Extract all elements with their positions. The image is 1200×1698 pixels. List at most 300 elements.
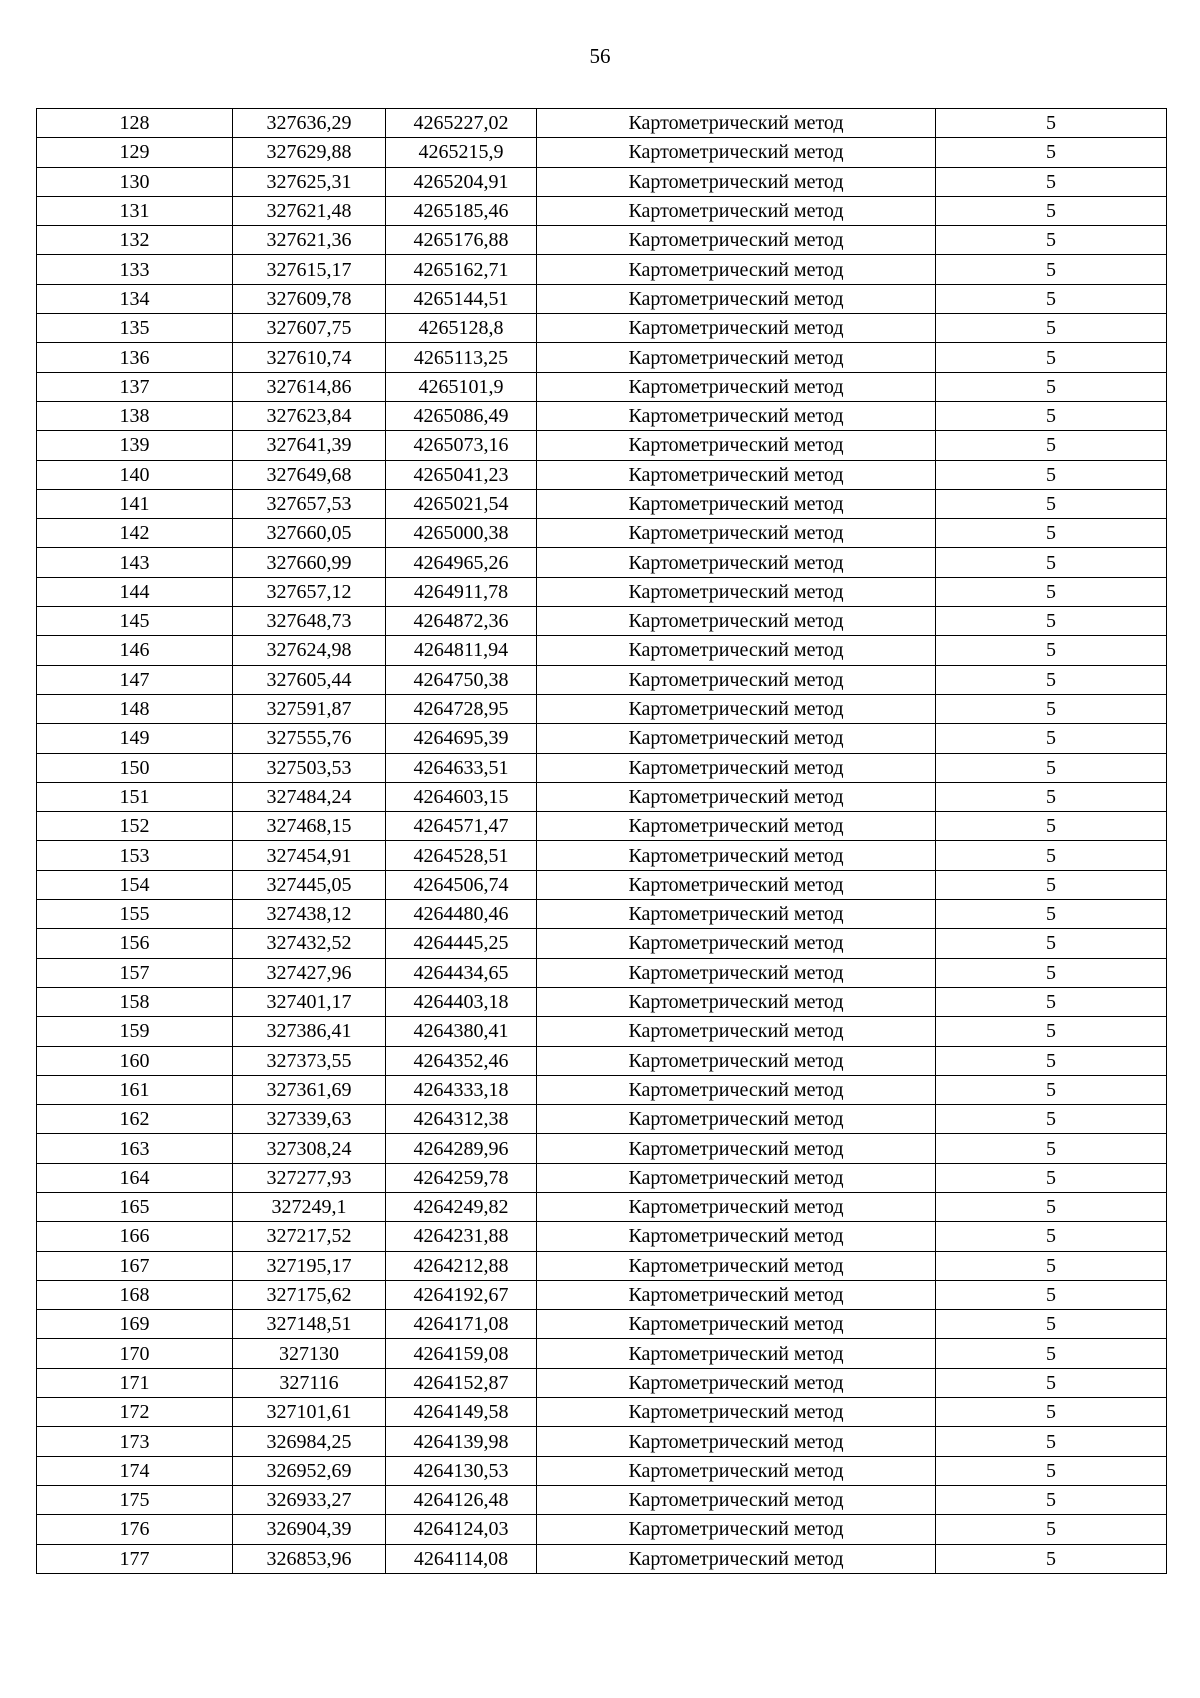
x-coordinate-cell: 327361,69	[233, 1075, 386, 1104]
point-number-cell: 146	[37, 636, 233, 665]
point-number-cell: 162	[37, 1105, 233, 1134]
page-number: 56	[589, 44, 611, 68]
method-cell: Картометрический метод	[537, 987, 936, 1016]
table-row	[37, 1163, 1167, 1192]
x-coordinate-cell: 327373,55	[233, 1046, 386, 1075]
point-number-cell: 156	[37, 929, 233, 958]
y-coordinate-cell: 4265086,49	[386, 401, 537, 430]
point-number-cell: 157	[37, 958, 233, 987]
table-row	[37, 636, 1167, 665]
method-cell: Картометрический метод	[537, 343, 936, 372]
x-coordinate-cell: 327308,24	[233, 1134, 386, 1163]
y-coordinate-cell: 4265021,54	[386, 489, 537, 518]
accuracy-cell: 5	[936, 900, 1167, 929]
y-coordinate-cell: 4264480,46	[386, 900, 537, 929]
accuracy-cell: 5	[936, 870, 1167, 899]
table-row	[37, 929, 1167, 958]
table-row	[37, 343, 1167, 372]
y-coordinate-cell: 4264171,08	[386, 1310, 537, 1339]
method-cell: Картометрический метод	[537, 1515, 936, 1544]
table-row	[37, 958, 1167, 987]
table-row	[37, 548, 1167, 577]
y-coordinate-cell: 4264212,88	[386, 1251, 537, 1280]
table-row	[37, 109, 1167, 138]
x-coordinate-cell: 327445,05	[233, 870, 386, 899]
point-number-cell: 129	[37, 138, 233, 167]
method-cell: Картометрический метод	[537, 431, 936, 460]
table-row	[37, 1222, 1167, 1251]
table-row	[37, 1075, 1167, 1104]
x-coordinate-cell: 326904,39	[233, 1515, 386, 1544]
point-number-cell: 132	[37, 226, 233, 255]
point-number-cell: 160	[37, 1046, 233, 1075]
y-coordinate-cell: 4264445,25	[386, 929, 537, 958]
method-cell: Картометрический метод	[537, 1134, 936, 1163]
accuracy-cell: 5	[936, 1456, 1167, 1485]
x-coordinate-cell: 327175,62	[233, 1280, 386, 1309]
y-coordinate-cell: 4265113,25	[386, 343, 537, 372]
method-cell: Картометрический метод	[537, 782, 936, 811]
point-number-cell: 151	[37, 782, 233, 811]
table-row	[37, 138, 1167, 167]
x-coordinate-cell: 327614,86	[233, 372, 386, 401]
accuracy-cell: 5	[936, 1427, 1167, 1456]
x-coordinate-cell: 327649,68	[233, 460, 386, 489]
method-cell: Картометрический метод	[537, 958, 936, 987]
method-cell: Картометрический метод	[537, 1310, 936, 1339]
method-cell: Картометрический метод	[537, 1544, 936, 1573]
accuracy-cell: 5	[936, 1485, 1167, 1514]
accuracy-cell: 5	[936, 343, 1167, 372]
point-number-cell: 130	[37, 167, 233, 196]
point-number-cell: 150	[37, 753, 233, 782]
y-coordinate-cell: 4264603,15	[386, 782, 537, 811]
y-coordinate-cell: 4265000,38	[386, 519, 537, 548]
accuracy-cell: 5	[936, 782, 1167, 811]
table-row	[37, 1046, 1167, 1075]
x-coordinate-cell: 327427,96	[233, 958, 386, 987]
x-coordinate-cell: 327610,74	[233, 343, 386, 372]
x-coordinate-cell: 327277,93	[233, 1163, 386, 1192]
y-coordinate-cell: 4265176,88	[386, 226, 537, 255]
x-coordinate-cell: 327629,88	[233, 138, 386, 167]
table-row	[37, 284, 1167, 313]
x-coordinate-cell: 327623,84	[233, 401, 386, 430]
table-row	[37, 724, 1167, 753]
x-coordinate-cell: 327657,12	[233, 577, 386, 606]
table-row	[37, 607, 1167, 636]
method-cell: Картометрический метод	[537, 1222, 936, 1251]
table-row	[37, 167, 1167, 196]
method-cell: Картометрический метод	[537, 1192, 936, 1221]
x-coordinate-cell: 327503,53	[233, 753, 386, 782]
accuracy-cell: 5	[936, 1368, 1167, 1397]
accuracy-cell: 5	[936, 812, 1167, 841]
table-row	[37, 401, 1167, 430]
x-coordinate-cell: 327657,53	[233, 489, 386, 518]
table-row	[37, 1398, 1167, 1427]
y-coordinate-cell: 4264750,38	[386, 665, 537, 694]
y-coordinate-cell: 4264159,08	[386, 1339, 537, 1368]
accuracy-cell: 5	[936, 1222, 1167, 1251]
accuracy-cell: 5	[936, 1280, 1167, 1309]
y-coordinate-cell: 4264249,82	[386, 1192, 537, 1221]
y-coordinate-cell: 4264695,39	[386, 724, 537, 753]
y-coordinate-cell: 4264333,18	[386, 1075, 537, 1104]
point-number-cell: 143	[37, 548, 233, 577]
point-number-cell: 137	[37, 372, 233, 401]
point-number-cell: 139	[37, 431, 233, 460]
x-coordinate-cell: 326933,27	[233, 1485, 386, 1514]
accuracy-cell: 5	[936, 255, 1167, 284]
method-cell: Картометрический метод	[537, 548, 936, 577]
accuracy-cell: 5	[936, 987, 1167, 1016]
point-number-cell: 134	[37, 284, 233, 313]
point-number-cell: 169	[37, 1310, 233, 1339]
accuracy-cell: 5	[936, 1398, 1167, 1427]
method-cell: Картометрический метод	[537, 1163, 936, 1192]
point-number-cell: 170	[37, 1339, 233, 1368]
x-coordinate-cell: 327605,44	[233, 665, 386, 694]
method-cell: Картометрический метод	[537, 724, 936, 753]
x-coordinate-cell: 327648,73	[233, 607, 386, 636]
x-coordinate-cell: 327621,36	[233, 226, 386, 255]
method-cell: Картометрический метод	[537, 900, 936, 929]
y-coordinate-cell: 4264231,88	[386, 1222, 537, 1251]
method-cell: Картометрический метод	[537, 1456, 936, 1485]
method-cell: Картометрический метод	[537, 1339, 936, 1368]
method-cell: Картометрический метод	[537, 577, 936, 606]
point-number-cell: 153	[37, 841, 233, 870]
table-row	[37, 1427, 1167, 1456]
table-row	[37, 1251, 1167, 1280]
y-coordinate-cell: 4264571,47	[386, 812, 537, 841]
point-number-cell: 148	[37, 694, 233, 723]
table-row	[37, 782, 1167, 811]
point-number-cell: 167	[37, 1251, 233, 1280]
table-row	[37, 255, 1167, 284]
point-number-cell: 135	[37, 314, 233, 343]
x-coordinate-cell: 327468,15	[233, 812, 386, 841]
method-cell: Картометрический метод	[537, 489, 936, 518]
method-cell: Картометрический метод	[537, 665, 936, 694]
point-number-cell: 144	[37, 577, 233, 606]
accuracy-cell: 5	[936, 314, 1167, 343]
point-number-cell: 136	[37, 343, 233, 372]
method-cell: Картометрический метод	[537, 372, 936, 401]
method-cell: Картометрический метод	[537, 196, 936, 225]
y-coordinate-cell: 4264434,65	[386, 958, 537, 987]
accuracy-cell: 5	[936, 138, 1167, 167]
table-row	[37, 196, 1167, 225]
y-coordinate-cell: 4264192,67	[386, 1280, 537, 1309]
accuracy-cell: 5	[936, 577, 1167, 606]
accuracy-cell: 5	[936, 1163, 1167, 1192]
method-cell: Картометрический метод	[537, 1105, 936, 1134]
y-coordinate-cell: 4265101,9	[386, 372, 537, 401]
method-cell: Картометрический метод	[537, 870, 936, 899]
method-cell: Картометрический метод	[537, 1368, 936, 1397]
accuracy-cell: 5	[936, 1310, 1167, 1339]
point-number-cell: 168	[37, 1280, 233, 1309]
table-row	[37, 460, 1167, 489]
method-cell: Картометрический метод	[537, 284, 936, 313]
x-coordinate-cell: 327615,17	[233, 255, 386, 284]
y-coordinate-cell: 4264728,95	[386, 694, 537, 723]
accuracy-cell: 5	[936, 1105, 1167, 1134]
x-coordinate-cell: 327401,17	[233, 987, 386, 1016]
x-coordinate-cell: 327660,99	[233, 548, 386, 577]
table-row	[37, 1105, 1167, 1134]
method-cell: Картометрический метод	[537, 753, 936, 782]
table-row	[37, 489, 1167, 518]
x-coordinate-cell: 327609,78	[233, 284, 386, 313]
table-row	[37, 1515, 1167, 1544]
table-row	[37, 812, 1167, 841]
x-coordinate-cell: 327217,52	[233, 1222, 386, 1251]
y-coordinate-cell: 4264126,48	[386, 1485, 537, 1514]
accuracy-cell: 5	[936, 548, 1167, 577]
method-cell: Картометрический метод	[537, 401, 936, 430]
x-coordinate-cell: 327249,1	[233, 1192, 386, 1221]
point-number-cell: 131	[37, 196, 233, 225]
accuracy-cell: 5	[936, 196, 1167, 225]
x-coordinate-cell: 327432,52	[233, 929, 386, 958]
accuracy-cell: 5	[936, 724, 1167, 753]
y-coordinate-cell: 4264380,41	[386, 1017, 537, 1046]
y-coordinate-cell: 4264152,87	[386, 1368, 537, 1397]
y-coordinate-cell: 4264872,36	[386, 607, 537, 636]
table-row	[37, 1544, 1167, 1573]
point-number-cell: 159	[37, 1017, 233, 1046]
method-cell: Картометрический метод	[537, 167, 936, 196]
x-coordinate-cell: 327624,98	[233, 636, 386, 665]
table-row	[37, 1310, 1167, 1339]
method-cell: Картометрический метод	[537, 812, 936, 841]
method-cell: Картометрический метод	[537, 929, 936, 958]
y-coordinate-cell: 4264289,96	[386, 1134, 537, 1163]
point-number-cell: 147	[37, 665, 233, 694]
x-coordinate-cell: 326984,25	[233, 1427, 386, 1456]
accuracy-cell: 5	[936, 1515, 1167, 1544]
accuracy-cell: 5	[936, 519, 1167, 548]
accuracy-cell: 5	[936, 1075, 1167, 1104]
point-number-cell: 154	[37, 870, 233, 899]
x-coordinate-cell: 326853,96	[233, 1544, 386, 1573]
coordinates-table	[36, 108, 1167, 1574]
y-coordinate-cell: 4265227,02	[386, 109, 537, 138]
method-cell: Картометрический метод	[537, 694, 936, 723]
x-coordinate-cell: 327660,05	[233, 519, 386, 548]
accuracy-cell: 5	[936, 607, 1167, 636]
y-coordinate-cell: 4265215,9	[386, 138, 537, 167]
table-row	[37, 1192, 1167, 1221]
y-coordinate-cell: 4264312,38	[386, 1105, 537, 1134]
point-number-cell: 173	[37, 1427, 233, 1456]
point-number-cell: 161	[37, 1075, 233, 1104]
point-number-cell: 165	[37, 1192, 233, 1221]
table-row	[37, 753, 1167, 782]
table-row	[37, 694, 1167, 723]
table-row	[37, 987, 1167, 1016]
point-number-cell: 175	[37, 1485, 233, 1514]
y-coordinate-cell: 4264149,58	[386, 1398, 537, 1427]
point-number-cell: 152	[37, 812, 233, 841]
table-row	[37, 226, 1167, 255]
y-coordinate-cell: 4265185,46	[386, 196, 537, 225]
method-cell: Картометрический метод	[537, 1280, 936, 1309]
y-coordinate-cell: 4265144,51	[386, 284, 537, 313]
accuracy-cell: 5	[936, 1339, 1167, 1368]
x-coordinate-cell: 327607,75	[233, 314, 386, 343]
y-coordinate-cell: 4264259,78	[386, 1163, 537, 1192]
point-number-cell: 164	[37, 1163, 233, 1192]
table-body	[37, 109, 1167, 1574]
x-coordinate-cell: 327116	[233, 1368, 386, 1397]
x-coordinate-cell: 327641,39	[233, 431, 386, 460]
x-coordinate-cell: 327101,61	[233, 1398, 386, 1427]
point-number-cell: 163	[37, 1134, 233, 1163]
x-coordinate-cell: 327148,51	[233, 1310, 386, 1339]
table-row	[37, 1368, 1167, 1397]
y-coordinate-cell: 4264139,98	[386, 1427, 537, 1456]
method-cell: Картометрический метод	[537, 1046, 936, 1075]
accuracy-cell: 5	[936, 460, 1167, 489]
method-cell: Картометрический метод	[537, 226, 936, 255]
method-cell: Картометрический метод	[537, 1427, 936, 1456]
table-row	[37, 900, 1167, 929]
y-coordinate-cell: 4265128,8	[386, 314, 537, 343]
method-cell: Картометрический метод	[537, 314, 936, 343]
point-number-cell: 174	[37, 1456, 233, 1485]
y-coordinate-cell: 4264506,74	[386, 870, 537, 899]
point-number-cell: 145	[37, 607, 233, 636]
y-coordinate-cell: 4264124,03	[386, 1515, 537, 1544]
x-coordinate-cell: 327625,31	[233, 167, 386, 196]
accuracy-cell: 5	[936, 636, 1167, 665]
point-number-cell: 172	[37, 1398, 233, 1427]
y-coordinate-cell: 4265073,16	[386, 431, 537, 460]
y-coordinate-cell: 4265204,91	[386, 167, 537, 196]
y-coordinate-cell: 4265162,71	[386, 255, 537, 284]
accuracy-cell: 5	[936, 958, 1167, 987]
accuracy-cell: 5	[936, 929, 1167, 958]
y-coordinate-cell: 4265041,23	[386, 460, 537, 489]
table-row	[37, 314, 1167, 343]
method-cell: Картометрический метод	[537, 1075, 936, 1104]
x-coordinate-cell: 327636,29	[233, 109, 386, 138]
accuracy-cell: 5	[936, 753, 1167, 782]
accuracy-cell: 5	[936, 841, 1167, 870]
x-coordinate-cell: 327621,48	[233, 196, 386, 225]
accuracy-cell: 5	[936, 226, 1167, 255]
y-coordinate-cell: 4264633,51	[386, 753, 537, 782]
y-coordinate-cell: 4264911,78	[386, 577, 537, 606]
y-coordinate-cell: 4264352,46	[386, 1046, 537, 1075]
method-cell: Картометрический метод	[537, 841, 936, 870]
accuracy-cell: 5	[936, 372, 1167, 401]
table-row	[37, 372, 1167, 401]
x-coordinate-cell: 326952,69	[233, 1456, 386, 1485]
point-number-cell: 166	[37, 1222, 233, 1251]
accuracy-cell: 5	[936, 489, 1167, 518]
table-row	[37, 1017, 1167, 1046]
point-number-cell: 171	[37, 1368, 233, 1397]
table-row	[37, 577, 1167, 606]
method-cell: Картометрический метод	[537, 607, 936, 636]
accuracy-cell: 5	[936, 431, 1167, 460]
x-coordinate-cell: 327454,91	[233, 841, 386, 870]
table-row	[37, 1134, 1167, 1163]
table-row	[37, 1485, 1167, 1514]
accuracy-cell: 5	[936, 167, 1167, 196]
accuracy-cell: 5	[936, 1192, 1167, 1221]
method-cell: Картометрический метод	[537, 1398, 936, 1427]
point-number-cell: 142	[37, 519, 233, 548]
method-cell: Картометрический метод	[537, 636, 936, 665]
accuracy-cell: 5	[936, 284, 1167, 313]
y-coordinate-cell: 4264811,94	[386, 636, 537, 665]
point-number-cell: 128	[37, 109, 233, 138]
method-cell: Картометрический метод	[537, 1017, 936, 1046]
method-cell: Картометрический метод	[537, 460, 936, 489]
table-row	[37, 1280, 1167, 1309]
x-coordinate-cell: 327195,17	[233, 1251, 386, 1280]
method-cell: Картометрический метод	[537, 1485, 936, 1514]
x-coordinate-cell: 327339,63	[233, 1105, 386, 1134]
accuracy-cell: 5	[936, 665, 1167, 694]
point-number-cell: 149	[37, 724, 233, 753]
point-number-cell: 141	[37, 489, 233, 518]
accuracy-cell: 5	[936, 694, 1167, 723]
table-row	[37, 665, 1167, 694]
y-coordinate-cell: 4264528,51	[386, 841, 537, 870]
accuracy-cell: 5	[936, 1046, 1167, 1075]
accuracy-cell: 5	[936, 401, 1167, 430]
x-coordinate-cell: 327555,76	[233, 724, 386, 753]
point-number-cell: 140	[37, 460, 233, 489]
point-number-cell: 138	[37, 401, 233, 430]
accuracy-cell: 5	[936, 1017, 1167, 1046]
x-coordinate-cell: 327386,41	[233, 1017, 386, 1046]
method-cell: Картометрический метод	[537, 1251, 936, 1280]
accuracy-cell: 5	[936, 1544, 1167, 1573]
x-coordinate-cell: 327591,87	[233, 694, 386, 723]
table-row	[37, 1456, 1167, 1485]
x-coordinate-cell: 327438,12	[233, 900, 386, 929]
y-coordinate-cell: 4264965,26	[386, 548, 537, 577]
table-row	[37, 841, 1167, 870]
point-number-cell: 177	[37, 1544, 233, 1573]
method-cell: Картометрический метод	[537, 109, 936, 138]
method-cell: Картометрический метод	[537, 255, 936, 284]
point-number-cell: 133	[37, 255, 233, 284]
y-coordinate-cell: 4264130,53	[386, 1456, 537, 1485]
table-row	[37, 519, 1167, 548]
point-number-cell: 155	[37, 900, 233, 929]
accuracy-cell: 5	[936, 1134, 1167, 1163]
point-number-cell: 176	[37, 1515, 233, 1544]
table-row	[37, 431, 1167, 460]
y-coordinate-cell: 4264403,18	[386, 987, 537, 1016]
x-coordinate-cell: 327130	[233, 1339, 386, 1368]
x-coordinate-cell: 327484,24	[233, 782, 386, 811]
table-row	[37, 870, 1167, 899]
method-cell: Картометрический метод	[537, 519, 936, 548]
point-number-cell: 158	[37, 987, 233, 1016]
accuracy-cell: 5	[936, 109, 1167, 138]
method-cell: Картометрический метод	[537, 138, 936, 167]
